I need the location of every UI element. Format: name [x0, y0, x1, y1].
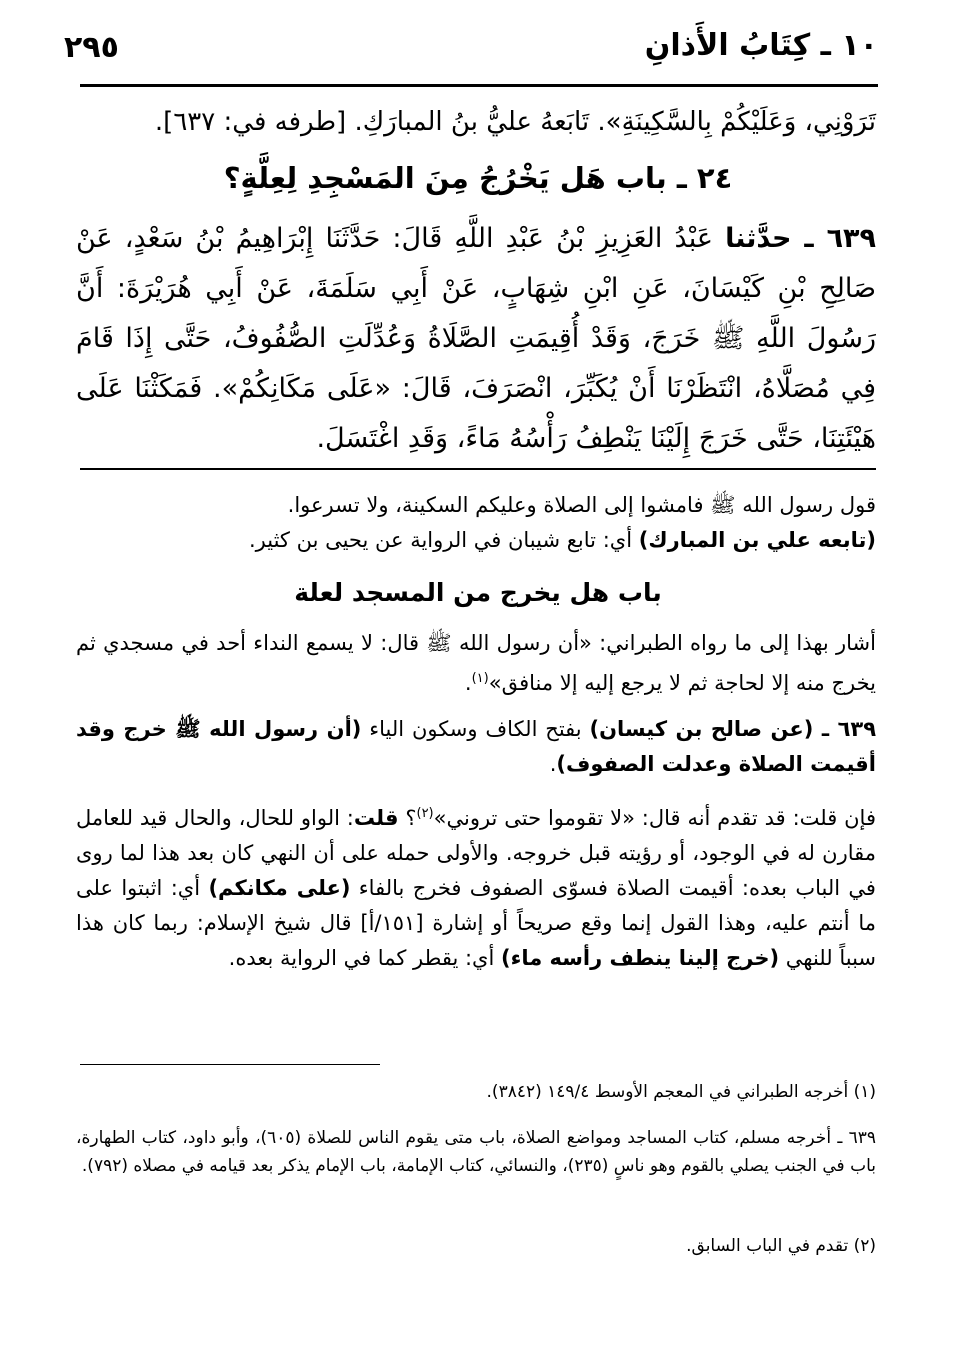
matn-continuation-line: تَرَوْنِي، وَعَلَيْكُمْ بِالسَّكِينَةِ». تَابَعهُ عليُّ بنُ المبارَكِ. [طرفه في: ٦٣٧]. — [154, 107, 876, 137]
commentary-text: أي: يقطر كما في الرواية بعده. — [228, 946, 501, 970]
commentary-block-1 — [76, 488, 876, 558]
book-title: ١٠ ـ كِتَابُ الأَذانِ — [644, 28, 878, 63]
commentary-bold: ٦٣٩ ـ (عن صالح بن كيسان) — [589, 717, 877, 741]
commentary-block-2 — [76, 626, 876, 701]
commentary-text: أي: تابع شيبان في الرواية عن يحيى بن كثير. — [248, 528, 639, 552]
footnote-1: (١) أخرجه الطبراني في المعجم الأوسط ١٤٩/٤ (٣٨٤٢). — [486, 1082, 876, 1102]
commentary-text: بفتح الكاف وسكون الياء — [361, 717, 590, 741]
footnote-2: (٢) تقدم في الباب السابق. — [686, 1236, 876, 1256]
commentary-paragraph — [76, 712, 876, 782]
footnote-divider — [80, 1064, 380, 1065]
commentary-text: . — [549, 752, 557, 776]
commentary-text: فإن قلت: قد تقدم أنه قال: «لا تقوموا حتى تروني» — [433, 806, 876, 830]
hadith-text — [76, 214, 876, 464]
commentary-bold: (على مكانكم) — [208, 876, 351, 900]
commentary-section-heading: باب هل يخرج من المسجد لعلة — [294, 578, 662, 607]
commentary-bold: (أن رسول الله ﷺ خرج وقد أقيمت الصلاة وعدلت الصفوف) — [76, 717, 876, 776]
footnote-ref: (١) — [471, 671, 489, 686]
page-number: ٢٩٥ — [64, 30, 119, 65]
commentary-line — [76, 523, 876, 558]
commentary-paragraph — [76, 796, 876, 976]
commentary-bold: (تابعه علي بن المبارك) — [638, 528, 876, 552]
hadith-body: عَبْدُ العَزِيزِ بْنُ عَبْدِ اللَّهِ قَالَ: حَدَّثَنَا إِبْرَاهِيمُ بْنُ سَعْدٍ، عَنْ صَالِحِ بْنِ كَيْسَانَ، عَنِ ابْنِ شِهَابٍ، عَنْ أَبِي سَلَمَةَ، عَنْ أَبِي هُرَيْرَةَ: أَنَّ رَسُولَ اللَّهِ ﷺ خَرَجَ، وَقَدْ أُقِيمَتِ الصَّلَاةُ وَعُدِّلَتِ الصُّفُوفُ، حَتَّى إِذَا قَامَ فِي مُصَلَّاهُ، انْتَظَرْنَا أَنْ يُكَبِّرَ، انْصَرَفَ، قَالَ: «عَلَى مَكَانِكُمْ». فَمَكَثْنَا عَلَى هَيْئَتِنَا، حَتَّى خَرَجَ إِلَيْنَا يَنْطِفُ رَأْسُهُ مَاءً، وَقَدِ اغْتَسَلَ. — [76, 223, 876, 454]
commentary-bold: (خرج إلينا ينطف رأسه ماء) — [501, 946, 780, 970]
commentary-text: ؟ — [398, 806, 417, 830]
footnote-ref: (٢) — [416, 806, 434, 821]
commentary-paragraph — [76, 626, 876, 701]
chapter-heading: ٢٤ ـ باب هَل يَخْرُجُ مِنَ المَسْجِدِ لِعِلَّةٍ؟ — [223, 161, 733, 195]
footnote-hadith-639: ٦٣٩ ـ أخرجه مسلم، كتاب المساجد ومواضع الصلاة، باب متى يقوم الناس للصلاة (٦٠٥)، وأبو داود، كتاب الطهارة، باب في الجنب يصلي بالقوم وهو ناسٍ (٢٣٥)، والنسائي، كتاب الإمامة، باب الإمام يذكر بعد قيامه في مصلاه (٧٩٢). — [76, 1128, 876, 1176]
commentary-line: قول رسول الله ﷺ فامشوا إلى الصلاة وعليكم السكينة، ولا تسرعوا. — [287, 493, 876, 517]
matn-sharh-divider — [80, 468, 876, 470]
header-divider — [80, 84, 878, 87]
commentary-block-3 — [76, 712, 876, 782]
commentary-bold: قلت — [353, 806, 399, 830]
commentary-text: . — [464, 671, 472, 695]
commentary-text: أي: اثبتوا على ما أنتم عليه، وهذا القول إنما وقع صريحاً أو إشارة [١٥١/أ] قال شيخ الإسلام: ربما كان هذا سبباً للنهي — [76, 876, 876, 970]
hadith-number-lead: ٦٣٩ ـ حدَّثنا — [725, 223, 877, 254]
commentary-block-4 — [76, 796, 876, 976]
commentary-text: : الواو للحال، والحال قيد للعامل مقارن له في الوجود، أو رؤيته قبل خروجه. والأولى حمله على أن النهي كان بعد هذا لما روى في الباب بعده: أقيمت الصلاة فسوّى الصفوف فخرج بالفاء — [76, 806, 876, 900]
commentary-text: أشار بهذا إلى ما رواه الطبراني: «أن رسول الله ﷺ قال: لا يسمع النداء أحد في مسجدي ثم يخرج منه إلا لحاجة ثم لا يرجع إليه إلا منافق» — [76, 631, 876, 695]
